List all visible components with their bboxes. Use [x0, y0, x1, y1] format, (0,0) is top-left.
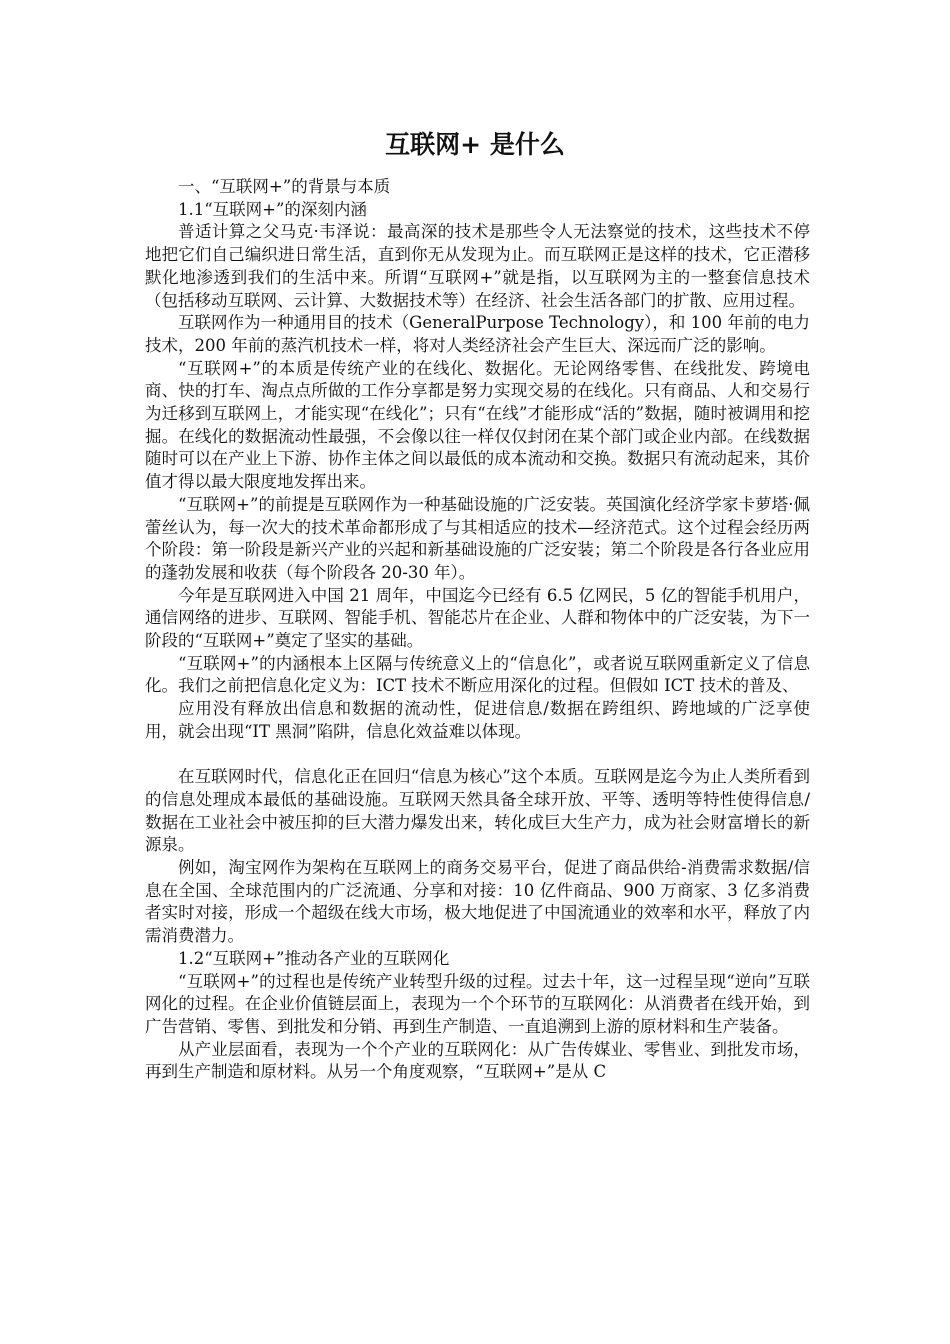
document-body	[145, 176, 810, 1084]
paragraph: 普适计算之父马克·韦泽说：最高深的技术是那些令人无法察觉的技术，这些技术不停地把它们自己编织进日常生活，直到你无从发现为止。而互联网正是这样的技术，它正潜移默化地渗透到我们的生活中来。所谓“互联网+”就是指，以互联网为主的一整套信息技术（包括移动互联网、云计算、大数据技术等）在经济、社会生活各部门的扩散、应用过程。	[145, 222, 810, 310]
paragraph: 今年是互联网进入中国 21 周年，中国迄今已经有 6.5 亿网民，5 亿的智能手机用户，通信网络的进步、互联网、智能手机、智能芯片在企业、人群和物体中的广泛安装，为下一阶段的“互联网+”奠定了坚实的基础。	[145, 585, 810, 651]
paragraph: “互联网+”的前提是互联网作为一种基础设施的广泛安装。英国演化经济学家卡萝塔·佩蕾丝认为，每一次大的技术革命都形成了与其相适应的技术—经济范式。这个过程会经历两个阶段：第一阶段是新兴产业的兴起和新基础设施的广泛安装；第二个阶段是各行各业应用的蓬勃发展和收获（每个阶段各 20-30 年）。	[145, 494, 810, 582]
paragraph: “互联网+”的本质是传统产业的在线化、数据化。无论网络零售、在线批发、跨境电商、快的打车、淘点点所做的工作分享都是努力实现交易的在线化。只有商品、人和交易行为迁移到互联网上，才能实现“在线化”；只有“在线”才能形成“活的”数据，随时被调用和挖掘。在线化的数据流动性最强，不会像以往一样仅仅封闭在某个部门或企业内部。在线数据随时可以在产业上下游、协作主体之间以最低的成本流动和交换。数据只有流动起来，其价值才得以最大限度地发挥出来。	[145, 358, 810, 492]
paragraph: “互联网+”的内涵根本上区隔与传统意义上的“信息化”，或者说互联网重新定义了信息化。我们之前把信息化定义为：ICT 技术不断应用深化的过程。但假如 ICT 技术的普及、	[145, 653, 810, 696]
subsection-heading: 1.1“互联网+”的深刻内涵	[178, 199, 367, 219]
paragraph: 应用没有释放出信息和数据的流动性，促进信息/数据在跨组织、跨地域的广泛享使用，就会出现“IT 黑洞”陷阱，信息化效益难以体现。	[145, 699, 810, 741]
subsection-heading: 1.2“互联网+”推动各产业的互联网化	[178, 948, 450, 968]
section-heading: 一、“互联网+”的背景与本质	[178, 177, 391, 196]
paragraph: “互联网+”的过程也是传统产业转型升级的过程。过去十年，这一过程呈现“逆向”互联网化的过程。在企业价值链层面上，表现为一个个环节的互联网化：从消费者在线开始，到广告营销、零售、到批发和分销、再到生产制造、一直追溯到上游的原材料和生产装备。	[145, 971, 810, 1036]
paragraph: 从产业层面看，表现为一个个产业的互联网化：从广告传媒业、零售业、到批发市场，再到生产制造和原材料。从另一个角度观察，“互联网+”是从 C	[145, 1039, 810, 1082]
document-title: 互联网+ 是什么	[385, 130, 565, 159]
paragraph: 例如，淘宝网作为架构在互联网上的商务交易平台，促进了商品供给-消费需求数据/信息在全国、全球范围内的广泛流通、分享和对接：10 亿件商品、900 万商家、3 亿多消费者实时对接，形成一个超级在线大市场，极大地促进了中国流通业的效率和水平，释放了内需消费潜力。	[145, 858, 810, 946]
paragraph: 互联网作为一种通用目的技术（GeneralPurpose Technology），和 100 年前的电力技术，200 年前的蒸汽机技术一样，将对人类经济社会产生巨大、深远而广泛的影响。	[145, 313, 810, 355]
paragraph: 在互联网时代，信息化正在回归“信息为核心”这个本质。互联网是迄今为止人类所看到的信息处理成本最低的基础设施。互联网天然具备全球开放、平等、透明等特性使得信息/数据在工业社会中被压抑的巨大潜力爆发出来，转化成巨大生产力，成为社会财富增长的新源泉。	[145, 767, 810, 855]
